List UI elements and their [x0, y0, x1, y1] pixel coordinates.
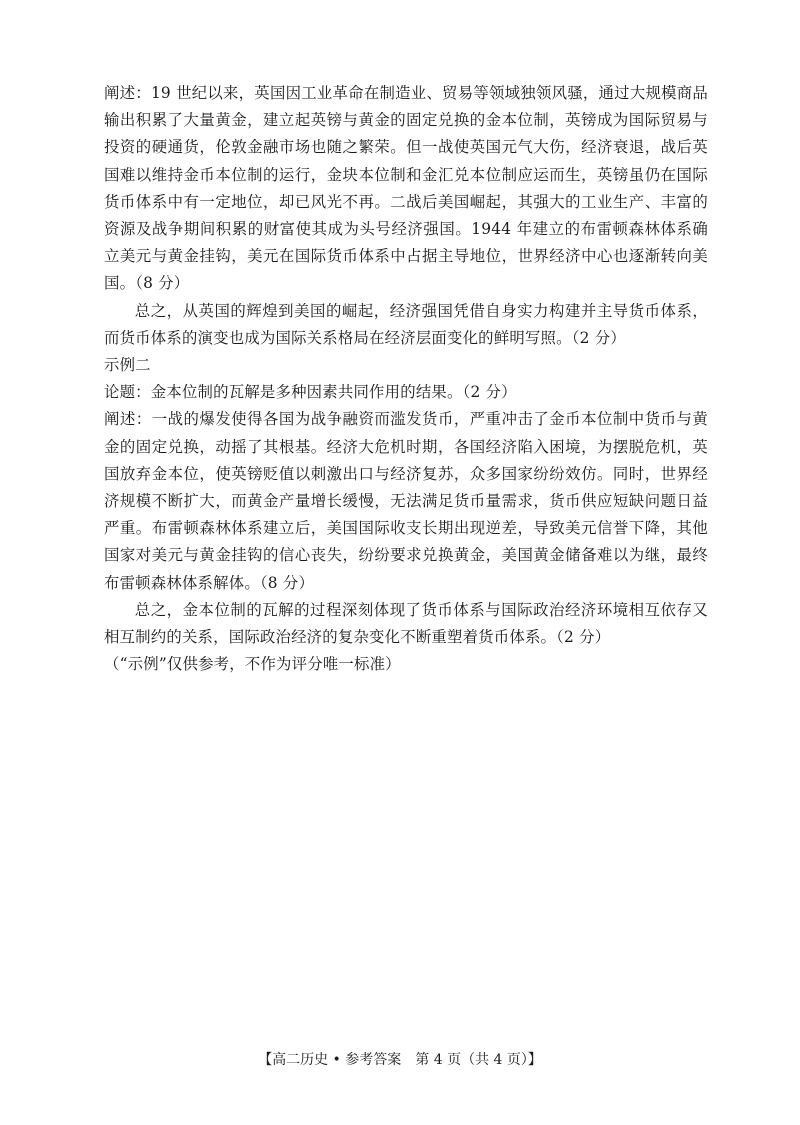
summary-paragraph-2: 总之，金本位制的瓦解的过程深刻体现了货币体系与国际政治经济环境相互依存又相互制约的关系，国际政治经济的复杂变化不断重塑着货币体系。（2 分）: [104, 600, 708, 647]
explanation-paragraph-2: 阐述：一战的爆发使得各国为战争融资而滥发货币，严重冲击了金币本位制中货币与黄金的固定兑换，动摇了其根基。经济大危机时期，各国经济陷入困境，为摆脱危机，英国放弃金本位，使英镑贬值以刺激出口与经济复苏，众多国家纷纷效仿。同时，世界经济规模不断扩大，而黄金产量增长缓慢，无法满足货币量需求，货币供应短缺问题日益严重。布雷顿森林体系建立后，美国国际收支长期出现逆差，导致美元信誉下降，其他国家对美元与黄金挂钩的信心丧失，纷纷要求兑换黄金，美国黄金储备难以为继，最终布雷顿森林体系解体。（8 分）: [104, 410, 708, 592]
thesis-statement: 论题：金本位制的瓦解是多种因素共同作用的结果。（2 分）: [104, 383, 517, 402]
answer-content: [104, 80, 708, 678]
explanation-paragraph-1: 阐述：19 世纪以来，英国因工业革命在制造业、贸易等领域独领风骚，通过大规模商品输出积累了大量黄金，建立起英镑与黄金的固定兑换的金本位制，英镑成为国际贸易与投资的硬通货，伦敦金融市场也随之繁荣。但一战使英国元气大伤，经济衰退，战后英国难以维持金币本位制的运行，金块本位制和金汇兑本位制应运而生，英镑虽仍在国际货币体系中有一定地位，却已风光不再。二战后美国崛起，其强大的工业生产、丰富的资源及战争期间积累的财富使其成为头号经济强国。1944 年建立的布雷顿森林体系确立美元与黄金挂钩，美元在国际货币体系中占据主导地位，世界经济中心也逐渐转向美国。（8 分）: [104, 84, 708, 293]
page-footer: 【高二历史 • 参考答案 第 4 页（共 4 页）】: [258, 1052, 542, 1068]
example-2-heading: 示例二: [104, 356, 151, 375]
summary-paragraph-1: 总之，从英国的辉煌到美国的崛起，经济强国凭借自身实力构建并主导货币体系，而货币体系的演变也成为国际关系格局在经济层面变化的鲜明写照。（2 分）: [104, 301, 708, 347]
reference-note: （“示例”仅供参考，不作为评分唯一标准）: [104, 655, 401, 674]
